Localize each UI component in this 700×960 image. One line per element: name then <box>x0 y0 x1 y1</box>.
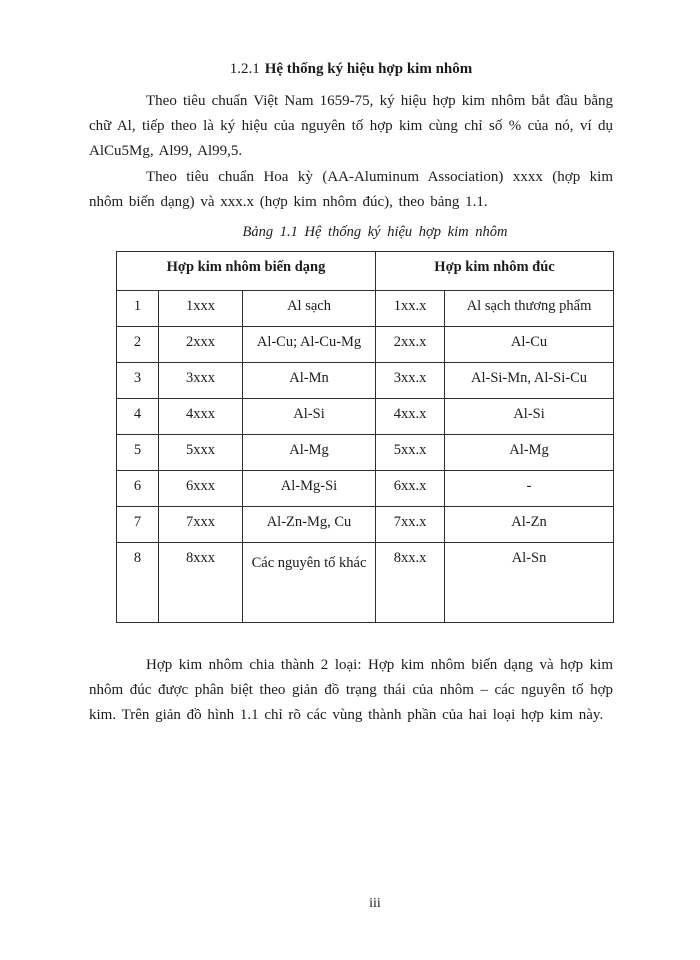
table-cell: Al-Zn <box>445 507 614 543</box>
table-cell: 3 <box>117 363 159 399</box>
table-cell: 8 <box>117 543 159 623</box>
table-cell: 3xxx <box>159 363 243 399</box>
table-cell: 3xx.x <box>376 363 445 399</box>
table-row <box>117 399 614 435</box>
table-cell: Các nguyên tố khác <box>243 543 376 623</box>
table-cell: Al-Sn <box>445 543 614 623</box>
alloy-designation-table <box>116 251 614 623</box>
table-cell: 6 <box>117 471 159 507</box>
table-cell: 4xxx <box>159 399 243 435</box>
table-cell: 5xxx <box>159 435 243 471</box>
paragraph-us-standard: Theo tiêu chuẩn Hoa kỳ (AA-Aluminum Association) xxxx (hợp kim nhôm biến dạng) và xxx.x (hợp kim nhôm đúc), theo bảng 1.1. <box>89 169 613 210</box>
table-header-row <box>117 252 614 291</box>
table-cell: 4 <box>117 399 159 435</box>
table-header-wrought: Hợp kim nhôm biến dạng <box>117 252 376 291</box>
table-cell: Al-Mg <box>243 435 376 471</box>
table-cell: 6xxx <box>159 471 243 507</box>
table-cell: 5xx.x <box>376 435 445 471</box>
table-row <box>117 507 614 543</box>
table-row <box>117 471 614 507</box>
table-row <box>117 543 614 623</box>
table-cell: Al-Mg <box>445 435 614 471</box>
table-caption: Bảng 1.1 Hệ thống ký hiệu hợp kim nhôm <box>242 224 508 240</box>
table-cell: 2 <box>117 327 159 363</box>
table-cell: 1xxx <box>159 291 243 327</box>
table-cell: Al-Si <box>243 399 376 435</box>
table-cell: Al-Cu <box>445 327 614 363</box>
table-row <box>117 363 614 399</box>
section-number: 1.2.1 <box>229 61 260 77</box>
table-cell: 2xxx <box>159 327 243 363</box>
table-cell: Al sạch thương phẩm <box>445 291 614 327</box>
section-title: Hệ thống ký hiệu hợp kim nhôm <box>264 61 473 77</box>
table-cell: 1 <box>117 291 159 327</box>
section-heading <box>89 58 613 80</box>
table-cell: 7xxx <box>159 507 243 543</box>
table-cell: Al sạch <box>243 291 376 327</box>
table-cell: 6xx.x <box>376 471 445 507</box>
table-cell: Al-Mn <box>243 363 376 399</box>
table-cell: 7xx.x <box>376 507 445 543</box>
paragraph-vn-standard: Theo tiêu chuẩn Việt Nam 1659-75, ký hiệu hợp kim nhôm bắt đầu bằng chữ Al, tiếp theo là ký hiệu của nguyên tố hợp kim cùng chỉ số % của nó, ví dụ AlCu5Mg, Al99, Al99,5. <box>89 93 613 159</box>
table-row <box>117 291 614 327</box>
page-number: iii <box>369 896 381 911</box>
table-cell: 5 <box>117 435 159 471</box>
table-cell: Al-Mg-Si <box>243 471 376 507</box>
table-row <box>117 435 614 471</box>
table-cell: 2xx.x <box>376 327 445 363</box>
table-header-cast: Hợp kim nhôm đúc <box>376 252 614 291</box>
table-cell: Al-Si <box>445 399 614 435</box>
table-cell: 8xxx <box>159 543 243 623</box>
paragraph-alloy-types: Hợp kim nhôm chia thành 2 loại: Hợp kim nhôm biến dạng và hợp kim nhôm đúc được phân biệt theo giản đồ trạng thái của nhôm – các nguyên tố hợp kim. Trên giản đồ hình 1.1 chỉ rõ các vùng thành phần của hai loại hợp kim này. <box>89 657 613 723</box>
table-cell: Al-Zn-Mg, Cu <box>243 507 376 543</box>
table-cell: Al-Si-Mn, Al-Si-Cu <box>445 363 614 399</box>
table-cell: 8xx.x <box>376 543 445 623</box>
table-row <box>117 327 614 363</box>
table-cell: 4xx.x <box>376 399 445 435</box>
table-cell: Al-Cu; Al-Cu-Mg <box>243 327 376 363</box>
table-cell: - <box>445 471 614 507</box>
table-cell: 1xx.x <box>376 291 445 327</box>
table-cell: 7 <box>117 507 159 543</box>
